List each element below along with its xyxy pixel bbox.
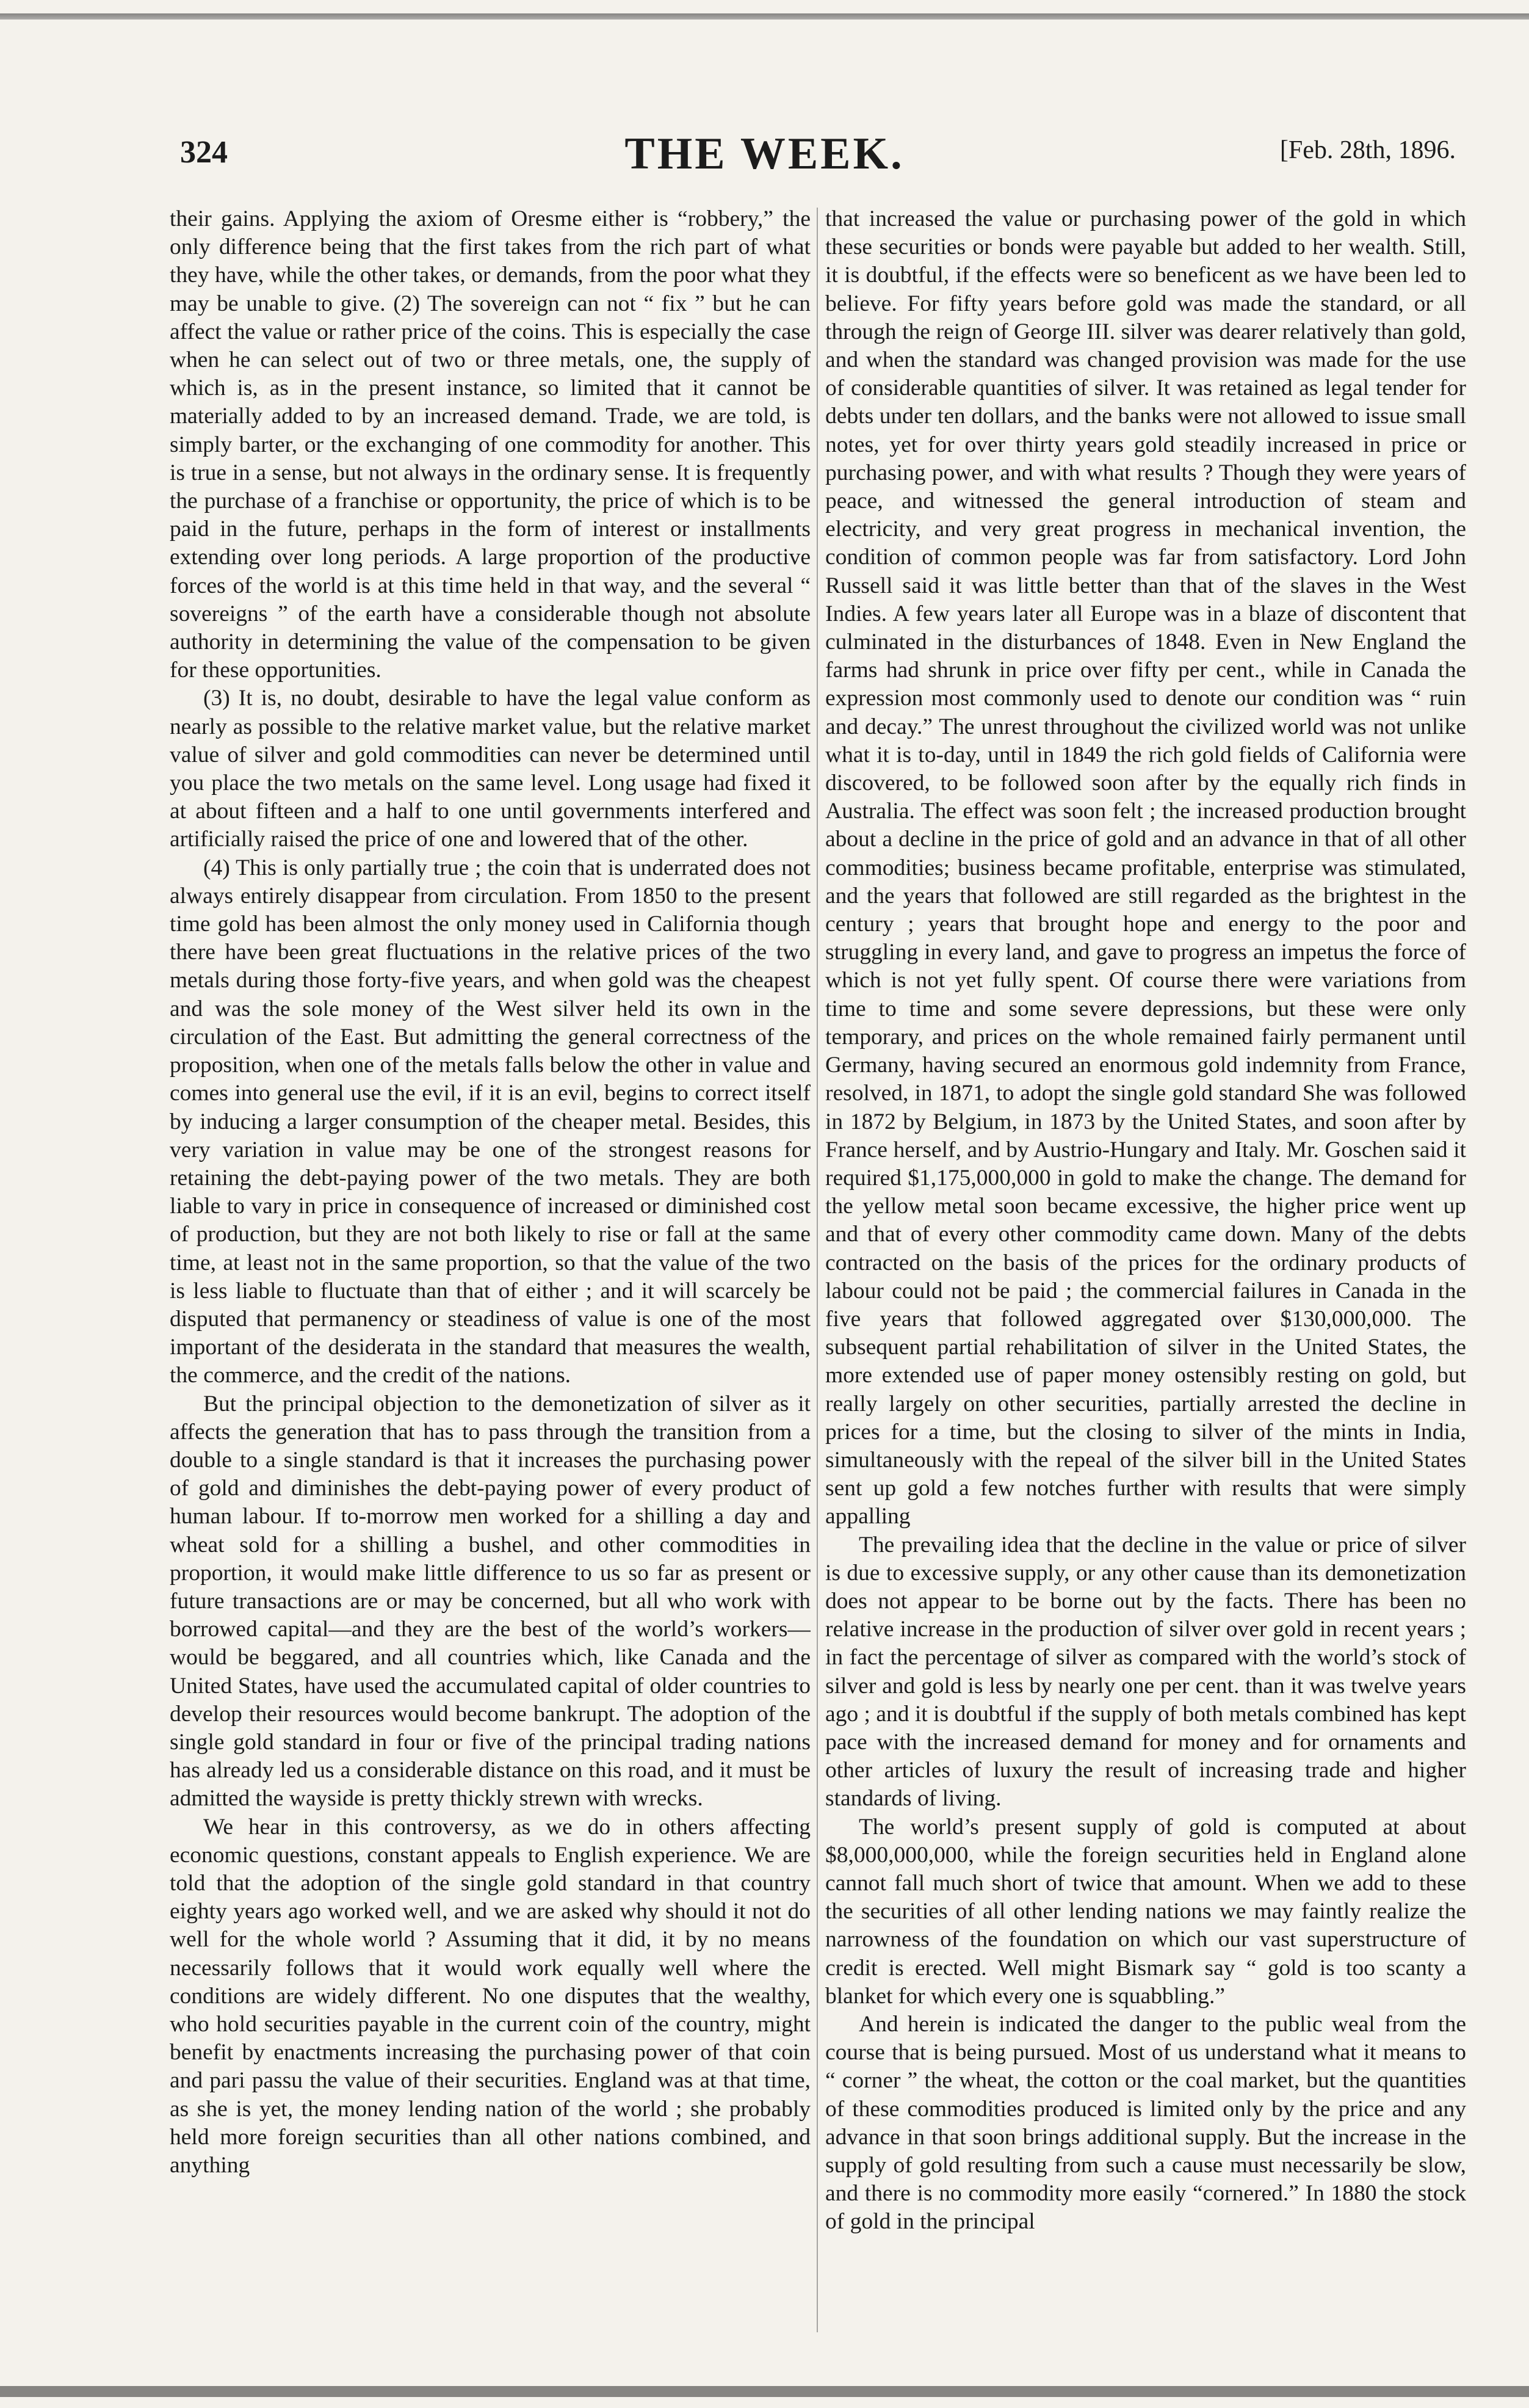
journal-title: THE WEEK. (624, 129, 905, 179)
top-border-rule (0, 13, 1529, 20)
paragraph: The world’s present supply of gold is computed at about $8,000,000,000, while the foreign securities held in England alone cannot fall much short of twice that amount. When we add to these the securities of all other lending nations we may faintly realize the narrowness of the foundation on which our vast superstructure of credit is erected. Well might Bismark say “ gold is too scanty a blanket for which every one is squabbling.” (825, 1814, 1466, 2009)
issue-date: [Feb. 28th, 1896. (1279, 136, 1456, 164)
paragraph: their gains. Applying the axiom of Oresme either is “robbery,” the only difference being that the first takes from the rich part of what they have, while the other takes, or demands, from the poor what they may be unable to give. (2) The sovereign can not “ fix ” but he can affect the value or rather price of the coins. This is especially the case when he can select out of two or three metals, one, the supply of which is, as in the present instance, so limited that it cannot be materially added to by an increased demand. Trade, we are told, is simply barter, or the exchanging of one commodity for another. This is true in a sense, but not always in the ordinary sense. It is frequently the purchase of a franchise or opportunity, the price of which is to be paid in the future, perhaps in the form of interest or installments extending over long periods. A large proportion of the productive forces of the world is at this time held in that way, and the several “ sovereigns ” of the earth have a considerable though not absolute authority in determining the value of the compensation to be given for these opportunities. (170, 206, 811, 683)
paragraph: But the principal objection to the demonetization of silver as it affects the generation that has to pass through the transition from a double to a single standard is that it increases the purchasing power of gold and diminishes the debt-paying power of every product of human labour. If to-morrow men worked for a shilling a day and wheat sold for a shilling a bushel, and other commodities in proportion, it would make little difference to us so far as present or future transactions are or may be concerned, but all who work with borrowed capital—and they are the best of the world’s workers—would be beggared, and all countries which, like Canada and the United States, have used the accumulated capital of older countries to develop their resources would become bankrupt. The adoption of the single gold standard in four or five of the principal trading nations has already led us a considerable distance on this road, and it must be admitted the wayside is pretty thickly strewn with wrecks. (170, 1391, 811, 1811)
paragraph: (3) It is, no doubt, desirable to have the legal value conform as nearly as possible to the relative market value, but the relative market value of silver and gold commodities can never be determined until you place the two metals on the same level. Long usage had fixed it at about fifteen and a half to one until governments interfered and artificially raised the price of one and lowered that of the other. (170, 686, 811, 852)
paragraph: that increased the value or purchasing power of the gold in which these securities or bonds were payable but added to her wealth. Still, it is doubtful, if the effects were so beneficent as we have been led to believe. For fifty years before gold was made the standard, or all through the reign of George III. silver was dearer relatively than gold, and when the standard was changed provision was made for the use of considerable quantities of silver. It was retained as legal tender for debts under ten dollars, and the banks were not allowed to issue small notes, yet for over thirty years gold steadily increased in price or purchasing power, and with what results ? Though they were years of peace, and witnessed the general introduction of steam and electricity, and very great progress in mechanical invention, the condition of common people was far from satisfactory. Lord John Russell said it was little better than that of the slaves in the West Indies. A few years later all Europe was in a blaze of discontent that culminated in the disturbances of 1848. Even in New England the farms had shrunk in price over fifty per cent., while in Canada the expression most commonly used to denote our condition was “ ruin and decay.” The unrest throughout the civilized world was not unlike what it is to-day, until in 1849 the rich gold fields of California were discovered, to be followed soon after by the equally rich finds in Australia. The effect was soon felt ; the increased production brought about a decline in the price of gold and an advance in that of all other commodities; business became profitable, enterprise was stimulated, and the years that followed are still regarded as the brightest in the century ; years that brought hope and energy to the poor and struggling in every land, and gave to progress an impetus the force of which is not yet fully spent. Of course there were variations from time to time and some severe depressions, but these were only temporary, and prices on the whole remained fairly permanent until Germany, having secured an enormous gold indemnity from France, resolved, in 1871, to adopt the single gold standard She was followed in 1872 by Belgium, in 1873 by the United States, and soon after by France herself, and by Austrio-Hungary and Italy. Mr. Goschen said it required $1,175,000,000 in gold to make the change. The demand for the yellow metal soon became excessive, the higher price went up and that of every other commodity came down. Many of the debts contracted on the basis of the prices for the ordinary products of labour could not be paid ; the commercial failures in Canada in the five years that followed aggregated over $130,000,000. The subsequent partial rehabilitation of silver in the United States, the more extended use of paper money ostensibly resting on gold, but really largely on other securities, partially arrested the decline in prices for a time, but the closing to silver of the mints in India, simultaneously with the repeal of the silver bill in the United States sent up gold a few notches further with results that were simply appalling (825, 206, 1466, 1529)
page-header (0, 128, 1529, 183)
page-number: 324 (180, 135, 228, 170)
paragraph: And herein is indicated the danger to the public weal from the course that is being pursued. Most of us understand what it means to “ corner ” the wheat, the cotton or the coal market, but the quantities of these commodities produced is limited only by the price and any advance in that soon brings additional supply. But the increase in the supply of gold resulting from such a cause must necessarily be slow, and there is no commodity more easily “cornered.” In 1880 the stock of gold in the principal (825, 2012, 1466, 2235)
paragraph: (4) This is only partially true ; the coin that is underrated does not always entirely disappear from circulation. From 1850 to the present time gold has been almost the only money used in California though there have been great fluctuations in the relative prices of the two metals during those forty-five years, and when gold was the cheapest and was the sole money of the West silver held its own in the circulation of the East. But admitting the general correctness of the proposition, when one of the metals falls below the other in value and comes into general use the evil, if it is an evil, begins to correct itself by inducing a larger consumption of the cheaper metal. Besides, this very variation in value may be one of the strongest reasons for retaining the debt-paying power of the two metals. They are both liable to vary in price in consequence of increased or diminished cost of production, but they are not both likely to rise or fall at the same time, at least not in the same proportion, so that the value of the two is less liable to fluctuate than that of either ; and it will scarcely be disputed that permanency or steadiness of value is one of the most important of the desiderata in the standard that measures the wealth, the commerce, and the credit of the nations. (170, 855, 811, 1388)
right-column (825, 205, 1466, 2354)
paragraph: We hear in this controversy, as we do in others affecting economic questions, constant appeals to English experience. We are told that the adoption of the single gold standard in that country eighty years ago worked well, and we are asked why should it not do well for the whole world ? Assuming that it did, it by no means necessarily follows that it would work equally well where the conditions are widely different. No one disputes that the wealthy, who hold securities payable in the current coin of the country, might benefit by enactments increasing the purchasing power of that coin and pari passu the value of their securities. England was at that time, as she is yet, the money lending nation of the world ; she probably held more foreign securities than all other nations combined, and anything (170, 1814, 811, 2178)
column-divider (817, 208, 818, 2332)
left-column (170, 205, 811, 2354)
bottom-border-rule (0, 2386, 1529, 2397)
paragraph: The prevailing idea that the decline in the value or price of silver is due to excessive supply, or any other cause than its demonetization does not appear to be borne out by the facts. There has been no relative increase in the production of silver over gold in recent years ; in fact the percentage of silver as compared with the world’s stock of silver and gold is less by nearly one per cent. than it was twelve years ago ; and it is doubtful if the supply of both metals combined has kept pace with the increased demand for money and for ornaments and other articles of luxury the result of increasing trade and higher standards of living. (825, 1532, 1466, 1811)
